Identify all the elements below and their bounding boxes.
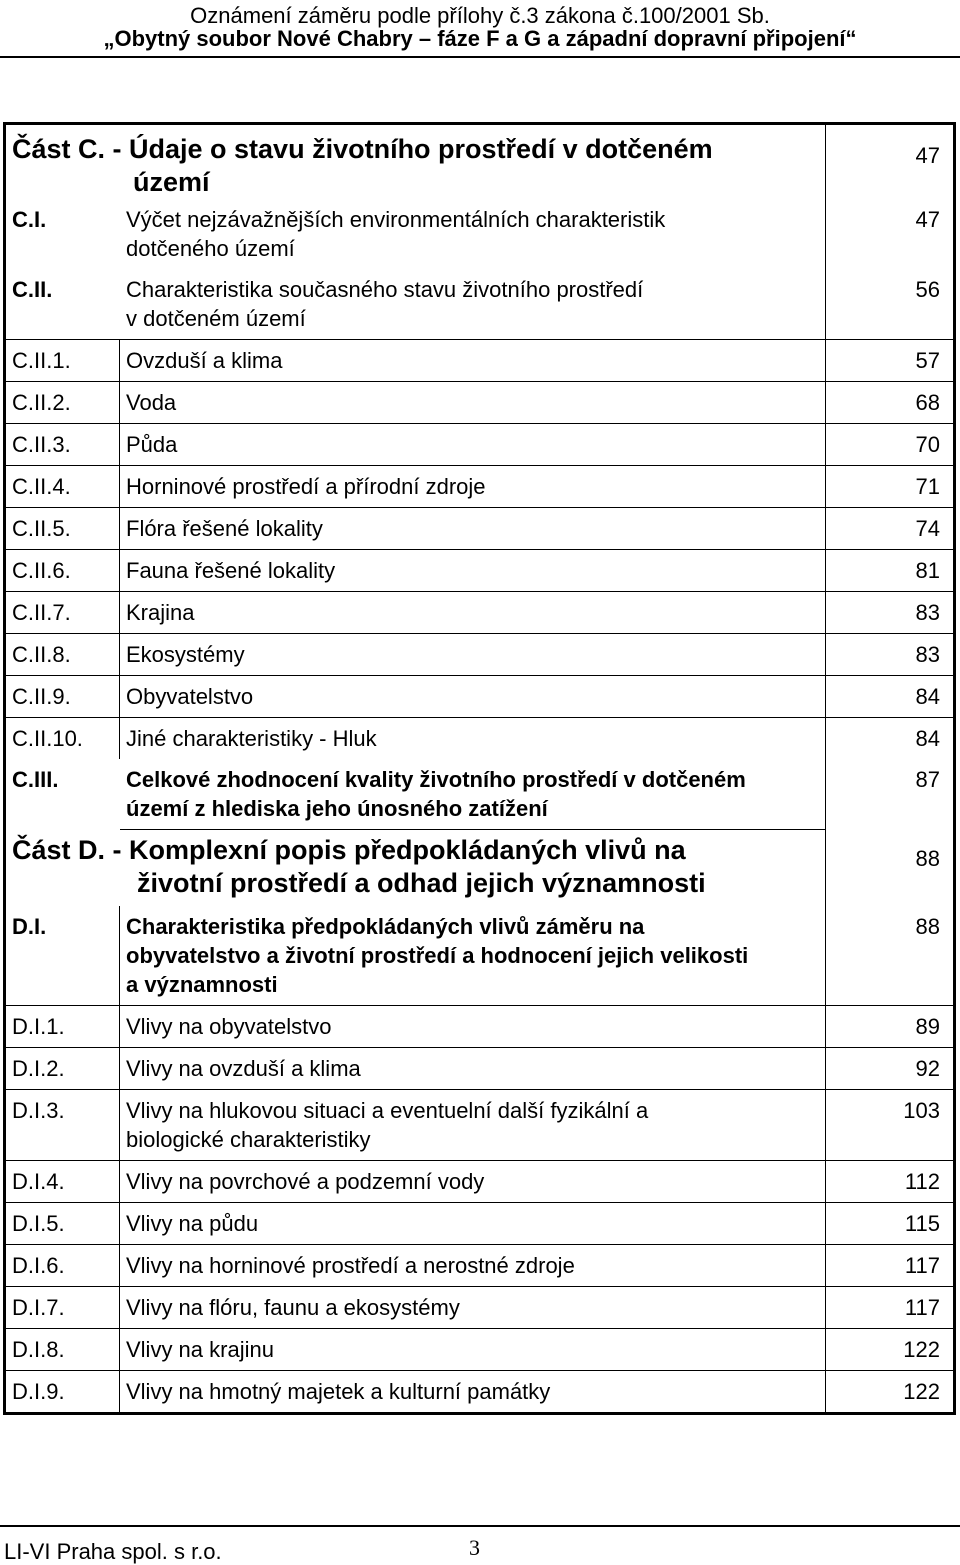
entry-title-line1: Charakteristika předpokládaných vlivů záměru na [126, 914, 645, 939]
entry-page: 122 [903, 1337, 940, 1362]
entry-number: C.II.5. [6, 508, 120, 549]
entry-number: C.II.10. [6, 718, 120, 759]
entry-title-line1: Vlivy na hlukovou situaci a eventuelní další fyzikální a [126, 1098, 649, 1123]
entry-number: C.II.1. [6, 340, 120, 381]
entry-page: 122 [903, 1379, 940, 1404]
entry-number: C.II. [12, 277, 53, 302]
entry-number: D.I.2. [6, 1048, 120, 1089]
toc-entry[interactable] [6, 1161, 953, 1203]
toc-entry[interactable] [6, 718, 953, 759]
entry-title: Vlivy na flóru, faunu a ekosystémy [120, 1287, 826, 1328]
toc-part-d[interactable] [6, 830, 953, 906]
entry-page: 89 [915, 1014, 940, 1039]
part-c-page: 47 [915, 143, 940, 168]
part-c-title-line1: Část C. - Údaje o stavu životního prostředí v dotčeném [12, 134, 713, 164]
entry-title-line1: Výčet nejzávažnějších environmentálních charakteristik [126, 207, 666, 232]
toc-entry[interactable] [6, 1245, 953, 1287]
toc-entry[interactable] [6, 424, 953, 466]
entry-number: D.I.7. [6, 1287, 120, 1328]
entry-number: D.I.1. [6, 1006, 120, 1047]
entry-title-line3: a významnosti [126, 972, 278, 997]
entry-number: D.I.4. [6, 1161, 120, 1202]
toc-entry-d-i-3[interactable] [6, 1090, 953, 1161]
entry-title: Jiné charakteristiky - Hluk [120, 718, 826, 759]
toc-entry[interactable] [6, 676, 953, 718]
entry-number: C.II.9. [6, 676, 120, 717]
toc-entry[interactable] [6, 550, 953, 592]
entry-number: C.II.2. [6, 382, 120, 423]
table-of-contents [3, 122, 956, 1415]
entry-title: Vlivy na ovzduší a klima [120, 1048, 826, 1089]
toc-entry[interactable] [6, 592, 953, 634]
entry-page: 117 [904, 1253, 940, 1278]
entry-title: Vlivy na horninové prostředí a nerostné zdroje [120, 1245, 826, 1286]
entry-page: 83 [915, 600, 940, 625]
entry-page: 112 [904, 1169, 940, 1194]
toc-part-c[interactable] [6, 125, 953, 199]
part-d-title-line2: životní prostředí a odhad jejich významnosti [137, 868, 706, 898]
toc-entry[interactable] [6, 466, 953, 508]
toc-entry-c-ii[interactable] [6, 269, 953, 340]
header-rule [0, 56, 960, 58]
entry-title-line2: v dotčeném území [126, 306, 306, 331]
entry-page: 83 [915, 642, 940, 667]
entry-title-line2: obyvatelstvo a životní prostředí a hodnocení jejich velikosti [126, 943, 749, 968]
entry-title-line2: dotčeného území [126, 236, 295, 261]
entry-title: Vlivy na povrchové a podzemní vody [120, 1161, 826, 1202]
entry-number: C.I. [12, 207, 47, 232]
entry-page: 57 [915, 348, 940, 373]
entry-title-line1: Celkové zhodnocení kvality životního prostředí v dotčeném [126, 767, 746, 792]
toc-entry[interactable] [6, 508, 953, 550]
entry-title: Vlivy na půdu [120, 1203, 826, 1244]
entry-title: Vlivy na krajinu [120, 1329, 826, 1370]
entry-number: D.I.3. [6, 1090, 120, 1160]
toc-entry-c-iii[interactable] [6, 759, 953, 830]
entry-title: Horninové prostředí a přírodní zdroje [120, 466, 826, 507]
entry-number: D.I. [6, 906, 120, 1005]
entry-number: D.I.6. [6, 1245, 120, 1286]
entry-page: 92 [915, 1056, 940, 1081]
part-d-title-line1: Část D. - Komplexní popis předpokládaných vlivů na [12, 835, 686, 865]
footer-page-number: 3 [469, 1535, 480, 1560]
entry-page: 115 [904, 1211, 940, 1236]
entry-title: Ekosystémy [120, 634, 826, 675]
entry-title: Vlivy na obyvatelstvo [120, 1006, 826, 1047]
entry-page: 103 [903, 1098, 940, 1123]
entry-number: D.I.8. [6, 1329, 120, 1370]
entry-number: C.II.8. [6, 634, 120, 675]
toc-entry[interactable] [6, 1329, 953, 1371]
entry-page: 68 [915, 390, 940, 415]
entry-page: 47 [915, 207, 940, 232]
entry-title-line1: Charakteristika současného stavu životního prostředí [126, 277, 644, 302]
entry-title: Flóra řešené lokality [120, 508, 826, 549]
part-d-page: 88 [915, 846, 940, 871]
toc-entry-d-i[interactable] [6, 906, 953, 1006]
entry-number: D.I.9. [6, 1371, 120, 1412]
header-line-1: Oznámení záměru podle přílohy č.3 zákona č.100/2001 Sb. [190, 3, 770, 28]
footer-rule [0, 1525, 960, 1527]
entry-title-line2: biologické charakteristiky [126, 1127, 371, 1152]
entry-page: 74 [915, 516, 940, 541]
entry-number: C.II.4. [6, 466, 120, 507]
entry-page: 71 [915, 474, 940, 499]
entry-title: Ovzduší a klima [120, 340, 826, 381]
toc-entry[interactable] [6, 1006, 953, 1048]
toc-entry[interactable] [6, 1203, 953, 1245]
entry-title: Půda [120, 424, 826, 465]
toc-entry[interactable] [6, 340, 953, 382]
entry-page: 87 [915, 767, 940, 792]
part-c-title-line2: území [133, 167, 210, 197]
toc-entry-c-i[interactable] [6, 199, 953, 269]
entry-title-line2: území z hlediska jeho únosného zatížení [126, 796, 548, 821]
footer-company: LI-VI Praha spol. s r.o. [4, 1539, 222, 1564]
c2-items-list [6, 340, 953, 759]
toc-entry[interactable] [6, 382, 953, 424]
toc-entry[interactable] [6, 1287, 953, 1329]
entry-title: Krajina [120, 592, 826, 633]
entry-page: 84 [915, 684, 940, 709]
entry-page: 81 [915, 558, 940, 583]
entry-page: 88 [915, 914, 940, 939]
entry-title: Vlivy na hmotný majetek a kulturní památky [120, 1371, 826, 1412]
entry-page: 56 [915, 277, 940, 302]
entry-page: 117 [904, 1295, 940, 1320]
entry-number: C.II.6. [6, 550, 120, 591]
header-line-2: „Obytný soubor Nové Chabry – fáze F a G a západní dopravní připojení“ [103, 26, 857, 51]
toc-entry[interactable] [6, 634, 953, 676]
entry-number: C.II.3. [6, 424, 120, 465]
entry-number: D.I.5. [6, 1203, 120, 1244]
toc-entry[interactable] [6, 1371, 953, 1412]
entry-title: Voda [120, 382, 826, 423]
toc-entry[interactable] [6, 1048, 953, 1090]
entry-title: Fauna řešené lokality [120, 550, 826, 591]
entry-title: Obyvatelstvo [120, 676, 826, 717]
entry-number: C.III. [12, 767, 59, 792]
entry-page: 84 [915, 726, 940, 751]
entry-page: 70 [915, 432, 940, 457]
entry-number: C.II.7. [6, 592, 120, 633]
